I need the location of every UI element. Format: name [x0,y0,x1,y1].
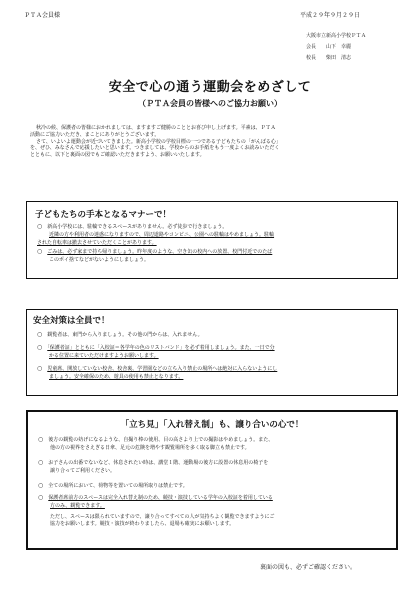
item-line: ただし、スペースは限られていますので、譲り合ってすべての人が気持ちよく観覧できますようにご [50,513,275,520]
item-line: 全ての場所において、荷物等を置いての場所取りは禁止です。 [48,483,188,489]
item-line: 近隣の方や利用者の迷惑になりますので、周辺道路やコンビニ、公園への駐輪はやめましょう。駐輪 [49,231,275,238]
intro-line: さて、いよいよ運動会が近づいてきました。新高小学校の学校目標の一つである子どもたちの「がんばる心」 [36,138,281,145]
sender-chair: 会長 山下 幸麗 [306,44,352,50]
bullet-circle-icon: ○ [37,248,43,255]
intro-line: とともに、以下と裏面の図でもご確認いただきますよう、お願いいたします。 [30,152,205,158]
bullet-circle-icon: ○ [38,494,44,501]
list-item [37,223,389,247]
intro-line: 活動にご協力いただき、まことにありがとうございます。 [30,131,160,138]
list-item [37,344,389,361]
manners-section [26,201,398,279]
intro-paragraph [30,125,400,159]
item-line: お子さんの出番でないなど、休息されたい時は、講堂１階、運動場の後方に設置の休息用の椅子を [48,460,269,466]
list-item [37,331,389,340]
addressee: ＰＴＡ会員様 [24,12,61,19]
item-line: 保護者席前方のスペースは完全入れ替え制のため、競技・演技している学年の入校証を着用している [48,495,273,501]
list-item [37,365,389,382]
page-subtitle: （ＰＴＡ会員の皆様へのご協力お願い） [138,99,282,108]
list-item [37,248,389,265]
bullet-circle-icon: ○ [37,331,43,338]
intro-line: を、ぜひ、みなさんで応援したいと思います。つきましては、学校からのお手紙をもう一度よくお読みいただく [30,145,280,152]
page-title: 安全で心の通う運動会をめざして [108,80,312,95]
list-item [38,459,388,476]
bullet-circle-icon: ○ [38,459,44,466]
bullet-circle-icon: ○ [38,436,44,443]
footer-note: 裏面の図も、必ずご確認ください。 [260,564,357,571]
sender-organization: 大阪市立新高小学校ＰＴＡ [306,33,367,39]
bullet-circle-icon: ○ [37,223,43,230]
item-line: 譲り合ってご利用ください。 [50,467,116,474]
safety-section [26,309,398,396]
list-item [38,494,388,529]
item-line: 後方の観覧の妨げになるような、自撮り棒の使用、目の高さより上での撮影はやめましょう。また、 [48,437,274,443]
list-item [38,482,388,491]
safety-heading: 安全対策は全員で！ [33,316,110,326]
bullet-circle-icon: ○ [37,344,43,351]
bullet-circle-icon: ○ [37,365,43,372]
item-line: 児童席、開放していない校舎、校舎裏、学習園などの立ち入り禁止の場所へは絶対に入らないようにし [47,366,278,372]
item-line: 方のみ、観覧できます。 [50,502,105,509]
item-line: 新高小学校には、駐輪できるスペースがありません。必ず徒歩で行きましょう。 [47,224,228,230]
intro-line: 秋冷の候、保護者の皆様におかれましては、ますますご健勝のこととお喜び申し上げます。平素は、ＰＴＡ [36,125,276,131]
item-line: 他の方の視界をさえぎる日傘、足元の危険を増やす観覧場所を多く取る脚立も禁止です。 [50,444,250,451]
sender-principal: 校長 柴田 清志 [306,55,352,61]
bullet-circle-icon: ○ [38,482,44,489]
list-item [38,436,388,453]
item-line: 「保護者証」とともに「入校証＝各学年の色のリストバンド」を必ず着用しましょう。また、一日で分 [47,345,275,351]
item-line: このポイ捨てなどがないようにしましょう。 [49,256,150,263]
item-line: ましょう。安全確保のため、遊具の使用も禁止となります。 [49,373,184,380]
item-line: 協力をお願いします。競技・演技が終わりましたら、退場も確実にお願いします。 [50,521,235,528]
viewing-heading: 「立ち見」「入れ替え制」も、譲り合いの心で！ [120,420,304,430]
item-line: ごみは、必ず家まで持ち帰りましょう。昨年度のような、空き缶の校内への放置、校門付近でのたば [47,249,273,255]
item-line: かる位置に来ていただけますようお願いします。 [49,352,159,359]
issue-date: 平成２９年９月２９日 [300,12,361,19]
viewing-section [26,410,398,550]
manners-heading: 子どもたちの手本となるマナーで！ [35,210,172,220]
item-line: された自転車は撤去させていただくことがあります。 [37,239,157,246]
item-line: 観覧者は、東門から入りましょう。その他の門からは、入れません。 [47,332,203,338]
